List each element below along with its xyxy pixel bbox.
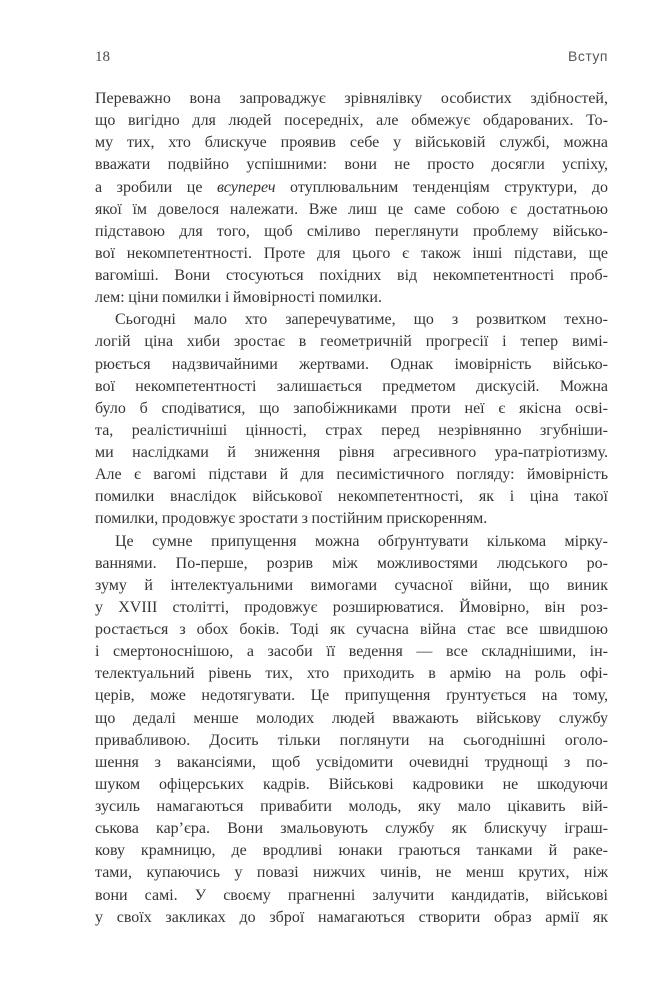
body-text: та, реалістичніші цінності, страх перед незрівнянно згубніши- bbox=[95, 421, 608, 439]
body-text: му тих, хто блискуче проявив себе у військовій службі, можна bbox=[95, 134, 608, 152]
body-text: кову крамницю, де вродливі юнаки граються танками й раке- bbox=[95, 842, 608, 860]
body-line bbox=[95, 840, 608, 862]
body-line bbox=[95, 88, 608, 110]
body-text: Але є вагомі підстави й для песимістичного погляду: ймовірність bbox=[95, 466, 608, 484]
body-line bbox=[95, 553, 608, 575]
body-text: зуму й інтелектуальними вимогами сучасної війни, що виник bbox=[95, 576, 608, 594]
body-text: що дедалі менше молодих людей вважають військову службу bbox=[95, 709, 608, 727]
body-line bbox=[95, 818, 608, 840]
body-text: було б сподіватися, що запобіжниками проти неї є якісна осві- bbox=[95, 399, 608, 417]
body-line bbox=[95, 243, 608, 265]
body-text: рюється надзвичайними жертвами. Однак імовірність військо- bbox=[95, 355, 608, 373]
body-text: ваннями. По-перше, розрив між можливостями людського ро- bbox=[95, 554, 608, 572]
body-text: шення з вакансіями, щоб усвідомити очевидні труднощі з по- bbox=[95, 753, 608, 771]
body-text: і смертоноснішою, а засоби її ведення — все складнішими, ін- bbox=[95, 643, 608, 661]
body-line bbox=[95, 132, 608, 154]
body-text: що вигідно для людей посередніх, але обмежує обдарованих. То- bbox=[95, 112, 608, 130]
body-text: у своїх закликах до зброї намагаються створити образ армії як bbox=[95, 908, 608, 926]
running-title: Вступ bbox=[568, 48, 608, 64]
body-line bbox=[95, 575, 608, 597]
body-line bbox=[95, 730, 608, 752]
body-text: а зробили це bbox=[95, 178, 218, 196]
body-line bbox=[95, 464, 608, 486]
body-line bbox=[95, 287, 608, 309]
body-line bbox=[95, 420, 608, 442]
body-line bbox=[95, 597, 608, 619]
body-line bbox=[95, 752, 608, 774]
body-line bbox=[95, 199, 608, 221]
body-text: вої некомпетентності залишається предметом дискусій. Можна bbox=[95, 377, 608, 395]
body-line bbox=[95, 309, 608, 331]
text-block bbox=[95, 88, 608, 929]
body-text: Це сумне припущення можна обґрунтувати кількома мірку- bbox=[115, 532, 608, 550]
body-line bbox=[95, 862, 608, 884]
page-number: 18 bbox=[95, 49, 110, 65]
body-text: вагоміші. Вони стосуються похідних від некомпетентності проб- bbox=[95, 267, 608, 284]
body-line bbox=[95, 354, 608, 376]
body-text: помилки внаслідок військової некомпетентності, як і ціна такої bbox=[95, 488, 608, 506]
body-text: телектуальний рівень тих, хто приходить в армію на роль офі- bbox=[95, 665, 608, 683]
page-header bbox=[95, 48, 608, 66]
body-line bbox=[95, 663, 608, 685]
body-line bbox=[95, 398, 608, 420]
body-line bbox=[95, 619, 608, 641]
body-text: логій ціна хиби зростає в геометричній прогресії і тепер вимі- bbox=[95, 333, 608, 351]
body-line bbox=[95, 154, 608, 176]
body-text: якої їм довелося належати. Вже лиш це саме собою є достатньою bbox=[95, 200, 608, 218]
body-text: Сьогодні мало хто заперечуватиме, що з розвитком техно- bbox=[115, 311, 608, 329]
body-line bbox=[95, 331, 608, 353]
body-line bbox=[95, 442, 608, 464]
body-text: привабливою. Досить тільки поглянути на сьогоднішні оголо- bbox=[95, 731, 608, 749]
body-text: вони самі. У своєму прагненні залучити кандидатів, військові bbox=[95, 886, 608, 904]
body-line bbox=[95, 508, 608, 530]
body-line bbox=[95, 641, 608, 663]
body-text: у XVIII столітті, продовжує розширюватися. Ймовірно, він роз- bbox=[95, 598, 608, 616]
body-line bbox=[95, 907, 608, 929]
body-line bbox=[95, 110, 608, 132]
body-text: помилки, продовжує зростати з постійним прискоренням. bbox=[95, 510, 488, 528]
body-text: лем: ціни помилки і ймовірності помилки. bbox=[95, 289, 382, 307]
body-text: підставою для того, щоб сміливо переглянути проблему військо- bbox=[95, 222, 608, 240]
body-line bbox=[95, 885, 608, 907]
body-line bbox=[95, 531, 608, 553]
body-text: ми наслідками й зниження рівня агресивного ура-патріотизму. bbox=[95, 444, 608, 461]
body-line bbox=[95, 685, 608, 707]
body-text: Переважно вона запроваджує зрівнялівку особистих здібностей, bbox=[95, 90, 608, 107]
body-line bbox=[95, 177, 608, 199]
body-text: шуком офіцерських кадрів. Військові кадровики не шкодуючи bbox=[95, 775, 608, 793]
body-line bbox=[95, 376, 608, 398]
body-text: тами, купаючись у повазі нижчих чинів, не менш крутих, ніж bbox=[95, 864, 608, 882]
body-text: вої некомпетентності. Проте для цього є також інші підстави, ще bbox=[95, 244, 608, 262]
body-line bbox=[95, 265, 608, 287]
body-text-italic: всупереч bbox=[217, 178, 276, 196]
body-line bbox=[95, 774, 608, 796]
body-text: отуплювальним тенденціям структури, до bbox=[275, 178, 608, 196]
body-line bbox=[95, 486, 608, 508]
body-line bbox=[95, 221, 608, 243]
body-text: ростається з обох боків. Тоді як сучасна війна стає все швидшою bbox=[95, 621, 608, 638]
body-line bbox=[95, 796, 608, 818]
body-text: ськова кар’єра. Вони змальовують службу як блискучу іграш- bbox=[95, 820, 608, 838]
body-text: вважати подвійно успішними: вони не просто досягли успіху, bbox=[95, 156, 608, 174]
body-line bbox=[95, 708, 608, 730]
body-text: зусиль намагаються привабити молодь, яку мало цікавить вій- bbox=[95, 798, 608, 815]
body-text: церів, може недотягувати. Це припущення ґрунтується на тому, bbox=[95, 687, 608, 705]
